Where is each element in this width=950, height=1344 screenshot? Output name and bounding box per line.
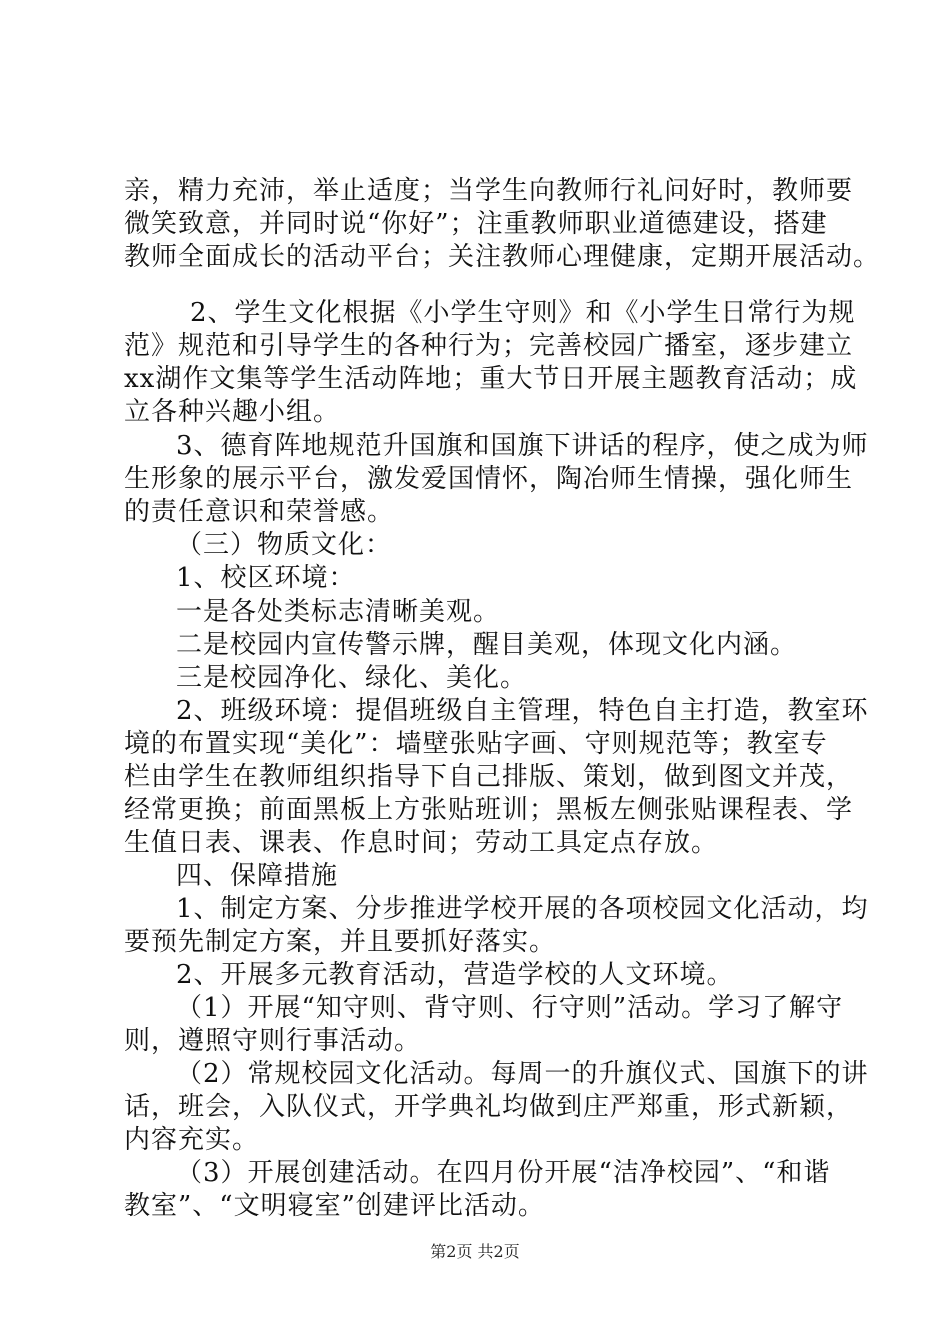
text-line: xx湖作文集等学生活动阵地；重大节日开展主题教育活动；成 xyxy=(124,364,858,394)
text-line: 内容充实。 xyxy=(124,1125,260,1155)
text-line: 2、开展多元教育活动，营造学校的人文环境。 xyxy=(176,960,734,990)
text-line: 2、学生文化根据《小学生守则》和《小学生日常行为规 xyxy=(190,298,856,328)
text-line: （3）开展创建活动。在四月份开展“洁净校园”、“和谐 xyxy=(176,1158,831,1188)
text-line: 境的布置实现“美化”：墙壁张贴字画、守则规范等；教室专 xyxy=(124,729,828,759)
section-heading: （三）物质文化： xyxy=(176,530,393,560)
text-line: 三是校园净化、绿化、美化。 xyxy=(176,663,528,693)
page-number: 第2页 共2页 xyxy=(430,1242,520,1261)
text-line: 3、德育阵地规范升国旗和国旗下讲话的程序，使之成为师 xyxy=(176,431,869,461)
text-line: 则，遵照守则行事活动。 xyxy=(124,1026,422,1056)
text-line: 教师全面成长的活动平台；关注教师心理健康，定期开展活动。 xyxy=(124,242,881,272)
text-line: 生形象的展示平台，激发爱国情怀，陶冶师生情操，强化师生 xyxy=(124,464,854,494)
text-line: 教室”、“文明寝室”创建评比活动。 xyxy=(124,1191,545,1221)
text-line: 1、制定方案、分步推进学校开展的各项校园文化活动，均 xyxy=(176,894,869,924)
text-line: 范》规范和引导学生的各种行为；完善校园广播室，逐步建立 xyxy=(124,331,854,361)
text-line: 二是校园内宣传警示牌，醒目美观，体现文化内涵。 xyxy=(176,630,798,660)
text-line: 生值日表、课表、作息时间；劳动工具定点存放。 xyxy=(124,828,719,858)
text-line: 微笑致意，并同时说“你好”；注重教师职业道德建设，搭建 xyxy=(124,209,828,239)
text-line: （1）开展“知守则、背守则、行守则”活动。学习了解守 xyxy=(176,993,844,1023)
text-line: 的责任意识和荣誉感。 xyxy=(124,497,395,527)
text-line: 话，班会，入队仪式，开学典礼均做到庄严郑重，形式新颖， xyxy=(124,1092,854,1122)
text-line: 1、校区环境： xyxy=(176,563,356,593)
text-line: 经常更换；前面黑板上方张贴班训；黑板左侧张贴课程表、学 xyxy=(124,795,854,825)
text-line: 要预先制定方案，并且要抓好落实。 xyxy=(124,927,557,957)
text-line: 2、班级环境：提倡班级自主管理，特色自主打造，教室环 xyxy=(176,696,869,726)
text-line: 栏由学生在教师组织指导下自己排版、策划，做到图文并茂， xyxy=(124,762,854,792)
text-line: （2）常规校园文化活动。每周一的升旗仪式、国旗下的讲 xyxy=(176,1059,869,1089)
text-line: 亲，精力充沛，举止适度；当学生向教师行礼问好时，教师要 xyxy=(124,176,854,206)
text-line: 立各种兴趣小组。 xyxy=(124,397,341,427)
section-heading: 四、保障措施 xyxy=(176,861,339,891)
text-line: 一是各处类标志清晰美观。 xyxy=(176,597,501,627)
